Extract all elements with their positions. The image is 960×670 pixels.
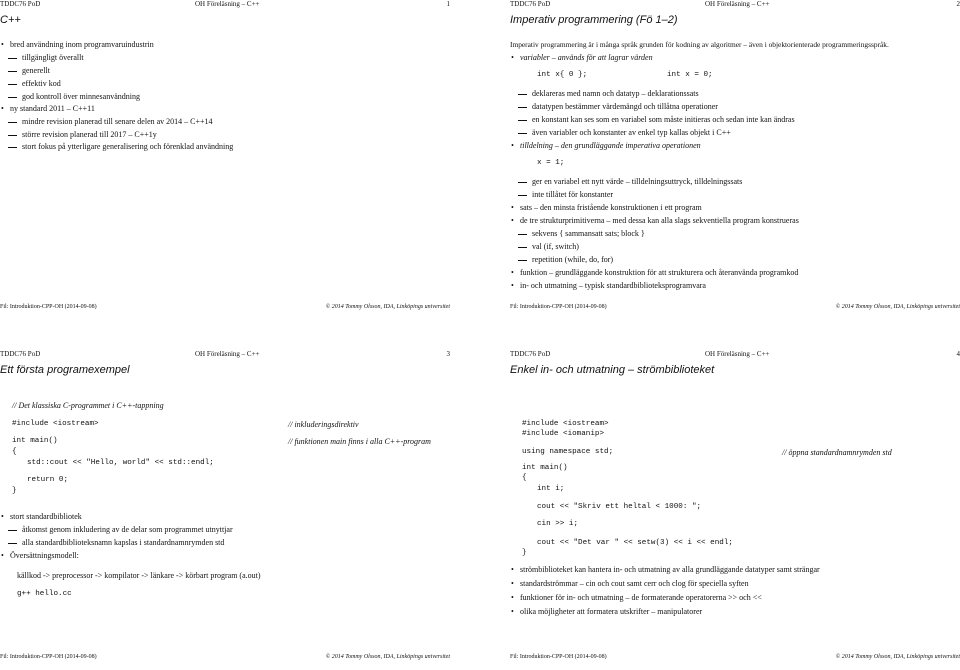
slide-header: [0, 350, 450, 360]
sub-item: ger en variabel ett nytt värde – tilldelningsuttryck, tilldelningssats: [510, 177, 742, 186]
compile-command: g++ hello.cc: [17, 590, 72, 598]
sub-item: repetition (while, do, for): [510, 255, 613, 264]
sub-item: inte tillåtet för konstanter: [510, 190, 613, 199]
sub-item: tillgängligt överallt: [0, 53, 84, 62]
code-comment: // inkluderingsdirektiv: [288, 420, 359, 429]
slide-4: [510, 350, 960, 670]
sub-item: stort fokus på ytterligare generalisering och förenklad användning: [0, 142, 233, 151]
sub-item: åtkomst genom inkludering av de delar som programmet utnyttjar: [0, 525, 233, 534]
bullet: • Översättningsmodell:: [0, 551, 79, 560]
bullet: • ny standard 2011 – C++11: [0, 104, 95, 113]
bullet: • sats – den minsta fristående konstruktionen i ett program: [510, 203, 702, 212]
course-code: TDDC76 PoD: [0, 0, 41, 8]
sub-item: en konstant kan ses som en variabel som måste initieras och sedan inte kan ändras: [510, 115, 795, 124]
sub-item: mindre revision planerad till senare delen av 2014 – C++14: [0, 117, 213, 126]
copyright: © 2014 Tommy Olsson, IDA, Linköpings universitet: [325, 304, 450, 310]
lecture-name: OH Föreläsning – C++: [195, 0, 260, 8]
sub-item: generellt: [0, 66, 50, 75]
course-code: TDDC76 PoD: [510, 0, 551, 8]
code-line: cout << "Det var " << setw(3) << i << endl;: [537, 539, 733, 547]
slide-title: Ett första programexempel: [0, 364, 130, 376]
file-info: Fil: Introduktion-CPP-OH (2014-09-08): [510, 654, 607, 660]
bullet: • de tre strukturprimitiverna – med dessa kan alla slags sekventiella program konstrueras: [510, 216, 799, 225]
sub-item: deklareras med namn och datatyp – deklarationssats: [510, 89, 699, 98]
slide-footer: [0, 304, 450, 314]
code-line: int x{ 0 };: [537, 71, 588, 79]
sub-item: god kontroll över minnesanvändning: [0, 92, 140, 101]
copyright: © 2014 Tommy Olsson, IDA, Linköpings universitet: [325, 654, 450, 660]
slide-header: [0, 0, 450, 10]
sub-item: även variabler och konstanter av enkel typ kallas objekt i C++: [510, 128, 731, 137]
code-comment: // funktionen main finns i alla C++-program: [288, 437, 431, 446]
slide-1: [0, 0, 450, 320]
code-line: #include <iostream>: [522, 420, 609, 428]
intro-text: Imperativ programmering är i många språk grunden för kodning av algoritmer – även i objektorienterade programmeringsspråk.: [510, 40, 889, 49]
file-info: Fil: Introduktion-CPP-OH (2014-09-08): [510, 304, 607, 310]
slide-3: [0, 350, 450, 670]
copyright: © 2014 Tommy Olsson, IDA, Linköpings universitet: [835, 304, 960, 310]
code-line: cin >> i;: [537, 520, 579, 528]
lecture-name: OH Föreläsning – C++: [705, 0, 770, 8]
code-line: cout << "Skriv ett heltal < 1000: ";: [537, 503, 702, 511]
file-info: Fil: Introduktion-CPP-OH (2014-09-08): [0, 654, 97, 660]
slide-header: [510, 350, 960, 360]
sub-item: alla standardbiblioteksnamn kapslas i standardnamnrymden std: [0, 538, 224, 547]
sub-item: sekvens { sammansatt sats; block }: [510, 229, 645, 238]
course-code: TDDC76 PoD: [510, 350, 551, 358]
page-number: 1: [446, 0, 450, 8]
bullet: • funktioner för in- och utmatning – de formaterande operatorerna >> och <<: [510, 593, 762, 602]
bullet: • variabler – används för att lagrar värden: [510, 53, 653, 62]
bullet: • standardströmmar – cin och cout samt cerr och clog för speciella syften: [510, 579, 749, 588]
page-number: 3: [446, 350, 450, 358]
code-line: }: [12, 487, 17, 495]
code-line: std::cout << "Hello, world" << std::endl;: [27, 459, 214, 467]
bullet: • funktion – grundläggande konstruktion för att strukturera och återanvända programkod: [510, 268, 798, 277]
lecture-name: OH Föreläsning – C++: [705, 350, 770, 358]
code-line: int main(): [12, 437, 58, 445]
code-line: {: [12, 448, 17, 456]
slide-footer: [510, 654, 960, 664]
code-line: int i;: [537, 485, 565, 493]
code-line: using namespace std;: [522, 448, 614, 456]
lecture-name: OH Föreläsning – C++: [195, 350, 260, 358]
code-line: }: [522, 549, 527, 557]
bullet: • olika möjligheter att formatera utskrifter – manipulatorer: [510, 607, 702, 616]
slide-title: C++: [0, 14, 21, 26]
code-comment: // Det klassiska C-programmet i C++-tappning: [12, 401, 164, 410]
slide-2: [510, 0, 960, 320]
bullet: • stort standardbibliotek: [0, 512, 82, 521]
bullet: • strömbiblioteket kan hantera in- och utmatning av alla grundläggande datatyper samt strängar: [510, 565, 820, 574]
bullet: • in- och utmatning – typisk standardbiblioteksprogramvara: [510, 281, 706, 290]
slide-title: Enkel in- och utmatning – strömbiblioteket: [510, 364, 715, 376]
sub-item: större revision planerad till 2017 – C++1y: [0, 130, 157, 139]
code-line: #include <iomanip>: [522, 430, 605, 438]
slide-header: [510, 0, 960, 10]
slide-footer: [510, 304, 960, 314]
code-line: x = 1;: [537, 159, 565, 167]
page-number: 4: [956, 350, 960, 358]
page-number: 2: [956, 0, 960, 8]
slide-title: Imperativ programmering (Fö 1–2): [510, 14, 678, 26]
sub-item: val (if, switch): [510, 242, 579, 251]
copyright: © 2014 Tommy Olsson, IDA, Linköpings universitet: [835, 654, 960, 660]
sub-item: datatypen bestämmer värdemängd och tillåtna operationer: [510, 102, 718, 111]
course-code: TDDC76 PoD: [0, 350, 41, 358]
code-line: #include <iostream>: [12, 420, 99, 428]
translation-model: källkod -> preprocessor -> kompilator -> länkare -> körbart program (a.out): [17, 571, 261, 580]
code-line: return 0;: [27, 476, 69, 484]
code-line: {: [522, 474, 527, 482]
code-comment: // öppna standardnamnrymden std: [782, 448, 892, 457]
slide-footer: [0, 654, 450, 664]
bullet: • tilldelning – den grundläggande imperativa operationen: [510, 141, 701, 150]
code-line: int x = 0;: [667, 71, 713, 79]
sub-item: effektiv kod: [0, 79, 61, 88]
bullet: • bred användning inom programvaruindustrin: [0, 40, 154, 49]
file-info: Fil: Introduktion-CPP-OH (2014-09-08): [0, 304, 97, 310]
code-line: int main(): [522, 464, 568, 472]
